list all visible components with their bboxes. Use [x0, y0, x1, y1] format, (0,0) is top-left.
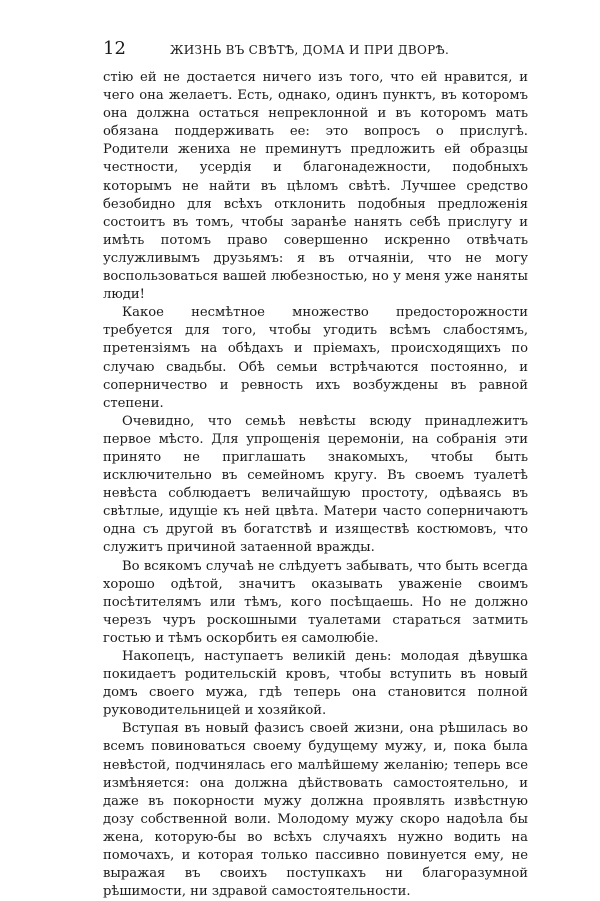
paragraph: Какое несмѣтное множество предосторожности требуется для того, чтобы угодить всѣмъ слабостямъ, претензіямъ на обѣдахъ и пріемахъ, происходящихъ по случаю свадьбы. Обѣ семьи встрѣчаются постоянно, и соперничество и ревность ихъ возбуждены въ равной степени.: [103, 305, 528, 411]
body-text: [103, 69, 528, 901]
page-header: [103, 40, 528, 64]
page-number: 12: [103, 38, 126, 59]
running-title: ЖИЗНЬ ВЪ СВѢТѢ, ДОМА И ПРИ ДВОРѢ.: [170, 43, 450, 57]
paragraph: Вступая въ новый фазисъ своей жизни, она рѣшилась во всемъ повиноваться своему будущему мужу, и, пока была невѣстой, подчинялась его малѣйшему желанію; теперь все измѣняется: она должна дѣйствовать самостоятельно, и даже въ покорности мужу должна проявлять извѣстную дозу собственной воли. Молодому мужу скоро надоѣла бы жена, которую-бы во всѣхъ случаяхъ нужно водить на помочахъ, и которая только пассивно повинуется ему, не выражая въ своихъ поступкахъ ни благоразумной рѣшимости, ни здравой самостоятельности.: [103, 721, 528, 900]
book-page: [103, 40, 528, 901]
paragraph: Накопецъ, наступаетъ великій день: молодая дѣвушка покидаетъ родительскій кровъ, чтобы вступить въ новый домъ своего мужа, гдѣ теперь она становится полной руководительницей и хозяйкой.: [103, 649, 528, 719]
paragraph: Очевидно, что семьѣ невѣсты всюду принадлежитъ первое мѣсто. Для упрощенія церемоніи, на собранія эти принято не приглашать знакомыхъ, чтобы быть исключительно въ семейномъ кругу. Въ своемъ туалетѣ невѣста соблюдаетъ величайшую простоту, одѣваясь въ свѣтлые, идущіе къ ней цвѣта. Матери часто соперничаютъ одна съ другой въ богатствѣ и изяществѣ костюмовъ, что служитъ причиной затаенной вражды.: [103, 413, 528, 556]
paragraph-continuation: стію ей не достается ничего изъ того, что ей нравится, и чего она желаетъ. Есть, однако, одинъ пунктъ, въ которомъ она должна остаться непреклонной и въ которомъ мать обязана поддерживать ее: это вопросъ о прислугѣ. Родители жениха не преминутъ предложить ей образцы честности, усердія и благонадежности, подобныхъ которымъ не найти въ цѣломъ свѣтѣ. Лучшее средство безобидно для всѣхъ отклонить подобныя предложенія состоитъ въ томъ, чтобы заранѣе нанять себѣ прислугу и имѣть потомъ право совершенно искренно отвѣчать услужливымъ друзьямъ: я въ отчаяніи, что не могу воспользоваться вашей любезностью, но у меня уже наняты люди!: [103, 70, 528, 303]
paragraph: Во всякомъ случаѣ не слѣдуетъ забывать, что быть всегда хорошо одѣтой, значитъ оказывать уваженіе своимъ посѣтителямъ или тѣмъ, кого посѣщаешь. Но не должно черезъ чуръ роскошными туалетами стараться затмить гостью и тѣмъ оскорбить ея самолюбіе.: [103, 558, 528, 646]
